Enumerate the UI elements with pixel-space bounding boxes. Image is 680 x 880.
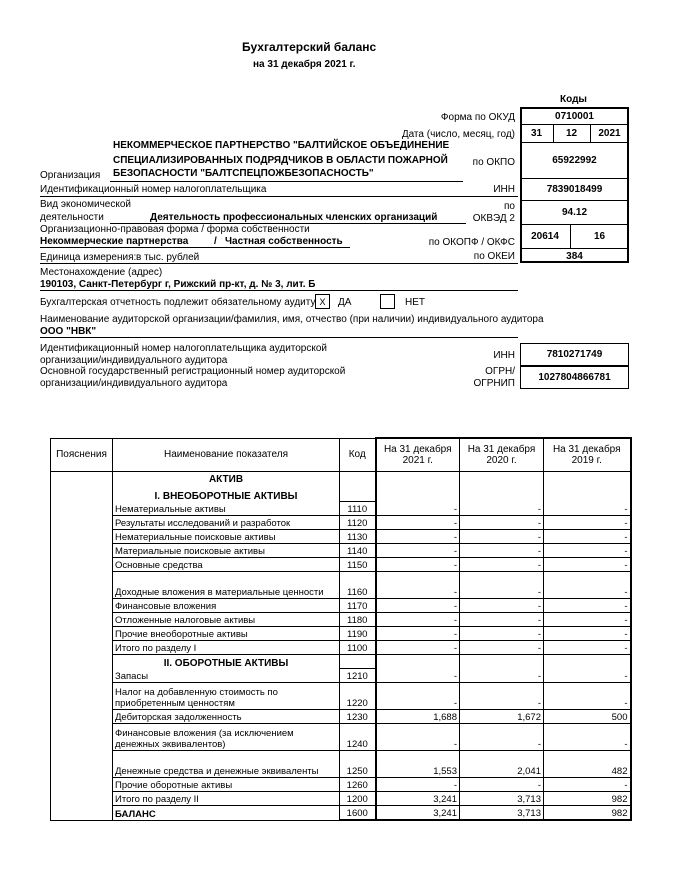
value-2020: -: [460, 599, 544, 613]
row-code: 1260: [340, 778, 376, 792]
notes-cell: [51, 516, 113, 530]
activity-label-2: деятельности: [40, 212, 104, 223]
notes-cell: [51, 710, 113, 724]
table-row: [51, 710, 631, 724]
value-2020: -: [460, 724, 544, 751]
value-2019: -: [544, 778, 631, 792]
table-row: [51, 655, 631, 669]
row-code: [340, 472, 376, 486]
indicator-name: Доходные вложения в материальные ценности: [113, 572, 340, 599]
audit-question: Бухгалтерская отчетность подлежит обязательному аудиту: [40, 297, 316, 308]
table-row: [51, 613, 631, 627]
col-notes: Пояснения: [51, 438, 113, 472]
auditor-inn-label-2: организации/индивидуального аудитора: [40, 355, 228, 366]
ownership-value: Частная собственность: [225, 236, 343, 247]
okopf-label: по ОКОПФ / ОКФС: [428, 237, 515, 248]
indicator-name: Финансовые вложения (за исключением денежных эквивалентов): [113, 724, 340, 751]
value-2021: -: [376, 502, 460, 516]
col-2019: На 31 декабря 2019 г.: [544, 438, 631, 472]
table-row: [51, 669, 631, 683]
value-2019: [544, 485, 631, 502]
value-2021: -: [376, 572, 460, 599]
auditor-ogrn-short-1: ОГРН/: [485, 366, 515, 377]
notes-cell: [51, 792, 113, 806]
date-year: 2021: [598, 128, 621, 139]
value-2021: -: [376, 599, 460, 613]
value-2021: 1,553: [376, 751, 460, 778]
value-2019: -: [544, 627, 631, 641]
value-2020: -: [460, 502, 544, 516]
indicator-name: Прочие оборотные активы: [113, 778, 340, 792]
page-title: Бухгалтерский баланс: [242, 40, 377, 54]
notes-cell: [51, 544, 113, 558]
value-2019: -: [544, 544, 631, 558]
auditor-inn-label-1: Идентификационный номер налогоплательщика аудиторской: [40, 343, 328, 354]
notes-cell: [51, 502, 113, 516]
value-2020: [460, 655, 544, 669]
notes-cell: [51, 724, 113, 751]
notes-cell: [51, 669, 113, 683]
audit-no-checkbox[interactable]: [380, 294, 395, 309]
row-code: 1130: [340, 530, 376, 544]
indicator-name: Нематериальные поисковые активы: [113, 530, 340, 544]
value-2020: -: [460, 669, 544, 683]
table-row: [51, 751, 631, 778]
value-2020: 1,672: [460, 710, 544, 724]
notes-cell: [51, 572, 113, 599]
value-2021: -: [376, 544, 460, 558]
audit-yes-label: ДА: [338, 297, 352, 308]
auditor-ogrn-short-2: ОГРНИП: [473, 378, 515, 389]
notes-cell: [51, 641, 113, 655]
auditor-ogrn-label-2: организации/индивидуального аудитора: [40, 378, 228, 389]
okved-label-2: ОКВЭД 2: [472, 213, 515, 224]
value-2019: 500: [544, 710, 631, 724]
notes-cell: [51, 485, 113, 502]
value-2020: [460, 485, 544, 502]
value-2021: -: [376, 516, 460, 530]
legal-form-separator: /: [214, 236, 217, 247]
value-2021: -: [376, 530, 460, 544]
value-2021: 3,241: [376, 806, 460, 821]
table-row: [51, 485, 631, 502]
indicator-name: Запасы: [113, 669, 340, 683]
activity-value: Деятельность профессиональных членских организаций: [150, 212, 438, 223]
value-2019: -: [544, 530, 631, 544]
unit-value: в тыс. рублей: [136, 252, 200, 263]
value-2019: 982: [544, 792, 631, 806]
okved-label-1: по: [504, 201, 515, 212]
row-code: 1220: [340, 683, 376, 710]
col-2020: На 31 декабря 2020 г.: [460, 438, 544, 472]
value-2021: -: [376, 613, 460, 627]
value-2021: -: [376, 724, 460, 751]
value-2021: -: [376, 627, 460, 641]
table-row: [51, 472, 631, 486]
row-code: 1210: [340, 669, 376, 683]
value-2021: -: [376, 683, 460, 710]
date-label: Дата (число, месяц, год): [401, 129, 515, 140]
row-code: 1240: [340, 724, 376, 751]
address-label: Местонахождение (адрес): [40, 267, 163, 278]
auditor-label: Наименование аудиторской организации/фамилия, имя, отчество (при наличии) индивидуального аудитора: [40, 314, 544, 325]
value-2021: 1,688: [376, 710, 460, 724]
okpo-value: 65922992: [552, 155, 597, 166]
value-2019: -: [544, 683, 631, 710]
notes-cell: [51, 806, 113, 821]
indicator-name: Денежные средства и денежные эквиваленты: [113, 751, 340, 778]
value-2021: [376, 485, 460, 502]
indicator-name: Материальные поисковые активы: [113, 544, 340, 558]
table-row: [51, 502, 631, 516]
value-2020: 3,713: [460, 792, 544, 806]
row-code: 1170: [340, 599, 376, 613]
indicator-name: Итого по разделу II: [113, 792, 340, 806]
okpo-label: по ОКПО: [472, 157, 515, 168]
col-indicator: Наименование показателя: [113, 438, 340, 472]
value-2021: [376, 472, 460, 486]
row-code: [340, 485, 376, 502]
value-2020: -: [460, 530, 544, 544]
value-2020: -: [460, 572, 544, 599]
report-date: на 31 декабря 2021 г.: [253, 59, 356, 70]
indicator-name: Налог на добавленную стоимость по приобретенным ценностям: [113, 683, 340, 710]
value-2019: 482: [544, 751, 631, 778]
value-2019: -: [544, 558, 631, 572]
table-row: [51, 778, 631, 792]
value-2019: [544, 655, 631, 669]
row-code: 1190: [340, 627, 376, 641]
value-2019: -: [544, 724, 631, 751]
okfs-value: 16: [593, 231, 606, 242]
table-row: [51, 683, 631, 710]
balance-table: [50, 437, 632, 821]
table-row: [51, 516, 631, 530]
row-code: 1160: [340, 572, 376, 599]
row-code: 1150: [340, 558, 376, 572]
legal-form-label: Организационно-правовая форма / форма собственности: [40, 224, 310, 235]
table-row: [51, 558, 631, 572]
indicator-name: Итого по разделу I: [113, 641, 340, 655]
address-value: 190103, Санкт-Петербург г, Рижский пр-кт, д. № 3, лит. Б: [40, 279, 316, 290]
notes-cell: [51, 613, 113, 627]
value-2019: -: [544, 599, 631, 613]
value-2021: -: [376, 669, 460, 683]
value-2020: -: [460, 613, 544, 627]
indicator-name: I. ВНЕОБОРОТНЫЕ АКТИВЫ: [113, 485, 340, 502]
value-2020: -: [460, 778, 544, 792]
org-label: Организация: [40, 170, 101, 181]
value-2020: [460, 472, 544, 486]
auditor-inn-short: ИНН: [493, 350, 515, 361]
table-row: [51, 599, 631, 613]
value-2021: -: [376, 558, 460, 572]
indicator-name: АКТИВ: [113, 472, 340, 486]
value-2020: 3,713: [460, 806, 544, 821]
org-name-line-3: БЕЗОПАСНОСТИ "БАЛТСПЕЦПОЖБЕЗОПАСНОСТЬ": [113, 168, 374, 179]
row-code: 1200: [340, 792, 376, 806]
notes-cell: [51, 530, 113, 544]
row-code: 1120: [340, 516, 376, 530]
table-row: [51, 530, 631, 544]
codes-header: Коды: [560, 94, 587, 105]
okopf-value: 20614: [531, 231, 559, 242]
notes-cell: [51, 655, 113, 669]
org-name-line-1: НЕКОММЕРЧЕСКОЕ ПАРТНЕРСТВО "БАЛТИЙСКОЕ ОБЪЕДИНЕНИЕ: [113, 140, 450, 151]
okei-value: 384: [566, 250, 583, 262]
org-name-line-2: СПЕЦИАЛИЗИРОВАННЫХ ПОДРЯДЧИКОВ В ОБЛАСТИ ПОЖАРНОЙ: [113, 155, 448, 166]
table-row: [51, 806, 631, 821]
legal-form-value: Некоммерческие партнерства: [40, 236, 189, 247]
row-code: [340, 655, 376, 669]
value-2021: -: [376, 778, 460, 792]
indicator-name: II. ОБОРОТНЫЕ АКТИВЫ: [113, 655, 340, 669]
okud-value: 0710001: [555, 110, 594, 122]
indicator-name: Дебиторская задолженность: [113, 710, 340, 724]
table-row: [51, 572, 631, 599]
indicator-name: Прочие внеоборотные активы: [113, 627, 340, 641]
row-code: 1110: [340, 502, 376, 516]
date-day: 31: [530, 128, 543, 139]
value-2021: -: [376, 641, 460, 655]
notes-cell: [51, 627, 113, 641]
value-2021: [376, 655, 460, 669]
inn-label-right: ИНН: [493, 184, 515, 195]
inn-value: 7839018499: [546, 184, 603, 195]
row-code: 1100: [340, 641, 376, 655]
col-code: Код: [340, 438, 376, 472]
row-code: 1180: [340, 613, 376, 627]
activity-label-1: Вид экономической: [40, 199, 131, 210]
auditor-ogrn-label-1: Основной государственный регистрационный номер аудиторской: [40, 366, 346, 377]
auditor-value: ООО "НВК": [40, 326, 97, 337]
unit-label: Единица измерения:: [40, 252, 137, 263]
notes-cell: [51, 599, 113, 613]
auditor-ogrn-value: 1027804866781: [520, 366, 629, 389]
indicator-name: Основные средства: [113, 558, 340, 572]
notes-cell: [51, 558, 113, 572]
row-code: 1230: [340, 710, 376, 724]
audit-yes-checkbox[interactable]: X: [315, 294, 330, 309]
indicator-name: БАЛАНС: [113, 806, 340, 821]
notes-cell: [51, 683, 113, 710]
indicator-name: Результаты исследований и разработок: [113, 516, 340, 530]
table-row: [51, 792, 631, 806]
row-code: 1140: [340, 544, 376, 558]
value-2020: -: [460, 558, 544, 572]
okei-label: по ОКЕИ: [473, 251, 515, 262]
value-2019: -: [544, 613, 631, 627]
okud-label: Форма по ОКУД: [440, 112, 515, 123]
col-2021: На 31 декабря 2021 г.: [376, 438, 460, 472]
indicator-name: Нематериальные активы: [113, 502, 340, 516]
date-month: 12: [565, 128, 578, 139]
value-2019: -: [544, 669, 631, 683]
table-row: [51, 724, 631, 751]
value-2019: -: [544, 641, 631, 655]
value-2020: 2,041: [460, 751, 544, 778]
value-2019: -: [544, 502, 631, 516]
table-row: [51, 627, 631, 641]
value-2020: -: [460, 516, 544, 530]
value-2020: -: [460, 641, 544, 655]
value-2019: -: [544, 516, 631, 530]
auditor-inn-value: 7810271749: [520, 343, 629, 366]
okved-value: 94.12: [561, 207, 588, 218]
table-row: [51, 544, 631, 558]
indicator-name: Отложенные налоговые активы: [113, 613, 340, 627]
value-2019: -: [544, 572, 631, 599]
inn-label: Идентификационный номер налогоплательщика: [40, 184, 267, 195]
row-code: 1250: [340, 751, 376, 778]
indicator-name: Финансовые вложения: [113, 599, 340, 613]
value-2020: -: [460, 544, 544, 558]
value-2019: [544, 472, 631, 486]
value-2019: 982: [544, 806, 631, 821]
value-2020: -: [460, 627, 544, 641]
value-2020: -: [460, 683, 544, 710]
table-row: [51, 641, 631, 655]
audit-no-label: НЕТ: [405, 297, 425, 308]
notes-cell: [51, 778, 113, 792]
notes-cell: [51, 472, 113, 486]
notes-cell: [51, 751, 113, 778]
row-code: 1600: [340, 806, 376, 821]
value-2021: 3,241: [376, 792, 460, 806]
